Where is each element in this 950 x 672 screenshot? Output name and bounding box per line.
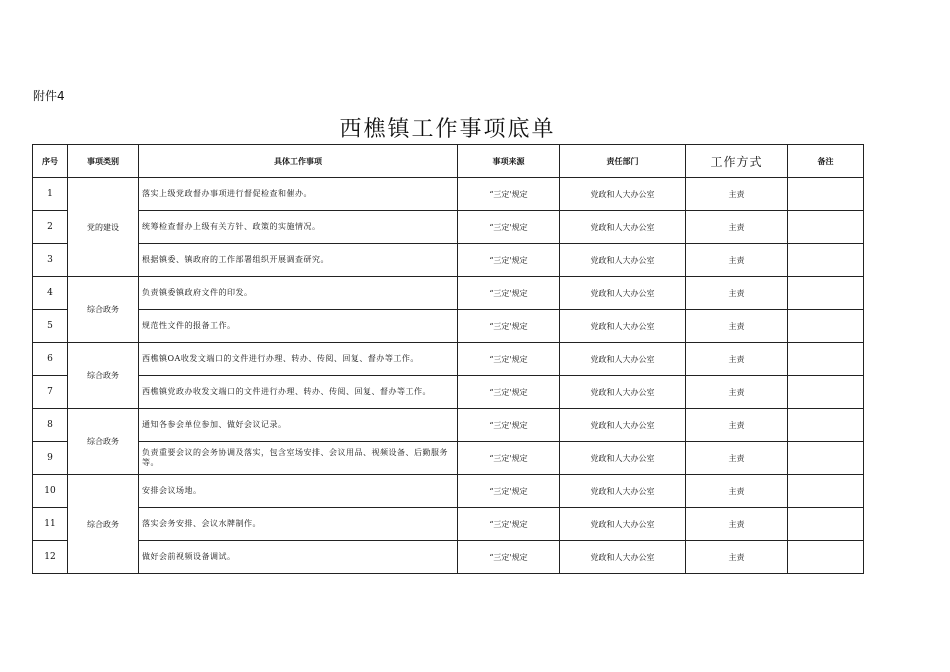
row-dept: 党政和人大办公室 xyxy=(560,541,686,574)
row-note xyxy=(788,442,864,475)
row-dept: 党政和人大办公室 xyxy=(560,409,686,442)
header-row xyxy=(33,145,864,178)
row-dept: 党政和人大办公室 xyxy=(560,475,686,508)
row-note xyxy=(788,310,864,343)
row-dept: 党政和人大办公室 xyxy=(560,376,686,409)
row-task: 西樵镇党政办收发文端口的文件进行办理、转办、传阅、回复、督办等工作。 xyxy=(139,376,458,409)
row-dept: 党政和人大办公室 xyxy=(560,310,686,343)
table-row xyxy=(33,376,864,409)
row-note xyxy=(788,343,864,376)
row-task: 根据镇委、镇政府的工作部署组织开展调查研究。 xyxy=(139,244,458,277)
header-category: 事项类别 xyxy=(68,145,139,178)
row-task: 规范性文件的报备工作。 xyxy=(139,310,458,343)
row-note xyxy=(788,211,864,244)
row-seq: 12 xyxy=(33,541,68,574)
row-task: 通知各参会单位参加、做好会议记录。 xyxy=(139,409,458,442)
row-seq: 6 xyxy=(33,343,68,376)
row-source: “三定'规定 xyxy=(458,508,560,541)
row-note xyxy=(788,244,864,277)
row-task: 安排会议场地。 xyxy=(139,475,458,508)
row-seq: 10 xyxy=(33,475,68,508)
row-task: 做好会前视频设备调试。 xyxy=(139,541,458,574)
table-row xyxy=(33,343,864,376)
row-task: 落实上级党政督办事项进行督促检查和催办。 xyxy=(139,178,458,211)
row-dept: 党政和人大办公室 xyxy=(560,244,686,277)
row-method: 主责 xyxy=(686,343,788,376)
row-note xyxy=(788,409,864,442)
table-row xyxy=(33,310,864,343)
row-method: 主责 xyxy=(686,310,788,343)
row-seq: 9 xyxy=(33,442,68,475)
row-method: 主责 xyxy=(686,211,788,244)
row-category: 党的建设 xyxy=(68,178,139,277)
row-task: 西樵镇OA收发文端口的文件进行办理、转办、传阅、回复、督办等工作。 xyxy=(139,343,458,376)
table-row xyxy=(33,508,864,541)
row-seq: 11 xyxy=(33,508,68,541)
row-source: “三定'规定 xyxy=(458,211,560,244)
row-task: 负责重要会议的会务协调及落实，包含室场安排、会议用品、视频设备、后勤服务等。 xyxy=(139,442,458,475)
row-source: “三定'规定 xyxy=(458,277,560,310)
row-method: 主责 xyxy=(686,442,788,475)
row-dept: 党政和人大办公室 xyxy=(560,508,686,541)
row-category: 综合政务 xyxy=(68,277,139,343)
table-row xyxy=(33,277,864,310)
row-dept: 党政和人大办公室 xyxy=(560,277,686,310)
row-note xyxy=(788,376,864,409)
header-dept: 责任部门 xyxy=(560,145,686,178)
row-category: 综合政务 xyxy=(68,409,139,475)
row-source: “三定'规定 xyxy=(458,475,560,508)
row-task: 落实会务安排、会议水牌制作。 xyxy=(139,508,458,541)
row-note xyxy=(788,475,864,508)
header-source: 事项来源 xyxy=(458,145,560,178)
row-note xyxy=(788,508,864,541)
row-dept: 党政和人大办公室 xyxy=(560,343,686,376)
row-method: 主责 xyxy=(686,277,788,310)
row-seq: 4 xyxy=(33,277,68,310)
row-source: “三定'规定 xyxy=(458,541,560,574)
row-method: 主责 xyxy=(686,178,788,211)
row-category: 综合政务 xyxy=(68,343,139,409)
row-method: 主责 xyxy=(686,409,788,442)
row-source: “三定'规定 xyxy=(458,310,560,343)
row-method: 主责 xyxy=(686,376,788,409)
table-row xyxy=(33,211,864,244)
row-method: 主责 xyxy=(686,475,788,508)
row-method: 主责 xyxy=(686,541,788,574)
row-note xyxy=(788,541,864,574)
row-source: “三定'规定 xyxy=(458,442,560,475)
row-source: “三定'规定 xyxy=(458,343,560,376)
row-seq: 7 xyxy=(33,376,68,409)
row-source: “三定'规定 xyxy=(458,376,560,409)
row-seq: 1 xyxy=(33,178,68,211)
header-note: 备注 xyxy=(788,145,864,178)
header-method: 工作方式 xyxy=(686,145,788,178)
page-title: 西樵镇工作事项底单 xyxy=(339,117,556,142)
row-source: “三定'规定 xyxy=(458,244,560,277)
row-dept: 党政和人大办公室 xyxy=(560,178,686,211)
table-row xyxy=(33,409,864,442)
row-seq: 8 xyxy=(33,409,68,442)
row-seq: 2 xyxy=(33,211,68,244)
row-source: “三定'规定 xyxy=(458,178,560,211)
row-seq: 5 xyxy=(33,310,68,343)
table-row xyxy=(33,244,864,277)
header-task: 具体工作事项 xyxy=(139,145,458,178)
row-task: 负责镇委镇政府文件的印发。 xyxy=(139,277,458,310)
row-category: 综合政务 xyxy=(68,475,139,574)
table-row xyxy=(33,442,864,475)
row-seq: 3 xyxy=(33,244,68,277)
row-method: 主责 xyxy=(686,508,788,541)
row-note xyxy=(788,277,864,310)
table-row xyxy=(33,541,864,574)
table-row xyxy=(33,178,864,211)
row-note xyxy=(788,178,864,211)
row-dept: 党政和人大办公室 xyxy=(560,211,686,244)
row-dept: 党政和人大办公室 xyxy=(560,442,686,475)
row-method: 主责 xyxy=(686,244,788,277)
row-task: 统筹检查督办上级有关方针、政策的实施情况。 xyxy=(139,211,458,244)
work-items-table xyxy=(32,144,864,574)
table-row xyxy=(33,475,864,508)
header-seq: 序号 xyxy=(33,145,68,178)
row-source: “三定'规定 xyxy=(458,409,560,442)
attachment-label: 附件4 xyxy=(33,89,65,103)
